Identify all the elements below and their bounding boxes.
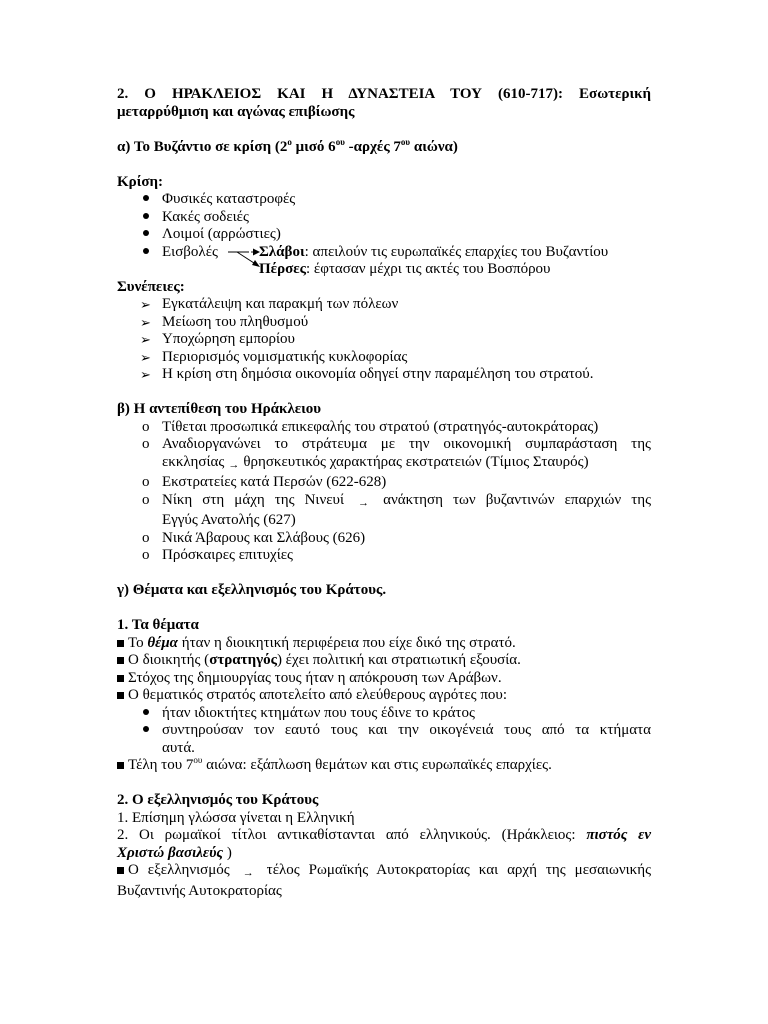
- arrowhead-bullet-icon: ➢: [140, 332, 151, 347]
- hollow-bullet-icon: o: [142, 529, 150, 546]
- list-item: o Νικά Άβαρους και Σλάβους (626): [142, 529, 366, 546]
- right-arrow-icon: →: [358, 496, 370, 509]
- hellenization-title: 2. Ο εξελληνισμός του Κράτους: [117, 792, 319, 808]
- square-bullet-icon: [117, 692, 124, 699]
- document-page: [117, 86, 651, 900]
- chapter-heading-line2: μεταρρύθμιση και αγώνας επιβίωσης: [117, 103, 355, 120]
- list-item: Ο διοικητής (στρατηγός) έχει πολιτική και στρατιωτική εξουσία.: [117, 652, 651, 670]
- list-item: Κακές σοδειές: [117, 209, 651, 227]
- hellenization-point-2-line1: 2. Οι ρωμαϊκοί τίτλοι αντικαθίστανται από ελληνικούς. (Ηράκλειος: πιστός εν: [117, 827, 651, 843]
- section-c-title: γ) Θέματα και εξελληνισμός του Κράτους.: [117, 582, 387, 598]
- hollow-bullet-icon: o: [142, 491, 150, 508]
- list-item: Στόχος της δημιουργίας τους ήταν η απόκρουση των Αράβων.: [117, 670, 651, 688]
- crisis-label: Κρίση:: [117, 173, 164, 190]
- list-item: ➢ Περιορισμός νομισματικής κυκλοφορίας: [140, 348, 408, 365]
- hollow-bullet-icon: o: [142, 474, 150, 490]
- arrowhead-bullet-icon: ➢: [140, 297, 151, 312]
- right-arrow-icon: →: [242, 867, 254, 879]
- list-item: ήταν ιδιοκτήτες κτημάτων που τους έδινε το κράτος: [117, 705, 651, 723]
- bullet-dot-icon: [143, 726, 149, 732]
- list-item: ➢ Η κρίση στη δημόσια οικονομία οδηγεί στην παραμέληση του στρατού.: [140, 366, 594, 382]
- square-bullet-icon: [117, 867, 124, 874]
- list-item: συντηρούσαν τον εαυτό τους και την οικογένειά τους από τα κτήματα αυτά.: [117, 722, 651, 757]
- list-item: o Αναδιοργανώνει το στράτευμα με την οικονομική συμπαράσταση της εκκλησίας → θρησκευτικός χαρακτήρας εκστρατειών (Τίμιος Σταυρός): [117, 436, 651, 474]
- list-item: Τέλη του $7^{o\upsilon}$ αιώνα: εξάπλωση θεμάτων και στις ευρωπαϊκές επαρχίες.: [117, 757, 651, 775]
- square-bullet-icon: [117, 675, 124, 682]
- hellenization-point-3: Ο εξελληνισμός → τέλος Ρωμαϊκής Αυτοκρατορίας και αρχή της μεσαιωνικής: [117, 862, 651, 883]
- list-item: Φυσικές καταστροφές: [117, 191, 651, 209]
- list-item: ➢ Υποχώρηση εμπορίου: [140, 331, 295, 347]
- hollow-bullet-icon: o: [142, 547, 150, 563]
- bullet-dot-icon: [143, 230, 149, 236]
- hollow-bullet-icon: o: [142, 436, 150, 452]
- square-bullet-icon: [117, 657, 124, 664]
- section-b-title: β) Η αντεπίθεση του Ηράκλειου: [117, 401, 322, 417]
- consequences-label: Συνέπειες:: [117, 278, 185, 295]
- right-arrow-icon: →: [228, 458, 240, 471]
- list-item: ➢ Μείωση του πληθυσμού: [140, 313, 309, 330]
- bullet-dot-icon: [143, 248, 149, 254]
- split-arrow-icon: [227, 246, 261, 272]
- hellenization-point-1: 1. Επίσημη γλώσσα γίνεται η Ελληνική: [117, 809, 355, 826]
- hollow-bullet-icon: o: [142, 418, 150, 435]
- list-item: o Εκστρατείες κατά Περσών (622-628): [142, 474, 387, 490]
- themes-title: 1. Τα θέματα: [117, 617, 199, 633]
- list-item: o Πρόσκαιρες επιτυχίες: [142, 547, 293, 563]
- list-item: o Νίκη στη μάχη της Νινευί → ανάκτηση των βυζαντινών επαρχιών της Εγγύς Ανατολής (627): [142, 491, 652, 528]
- invasions-item: Εισβολές Σλάβοι: απειλούν τις ευρωπαϊκές επαρχίες του Βυζαντίου Πέρσες: έφτασαν μέχρι τις ακτές του Βοσπόρου: [117, 244, 651, 279]
- bullet-dot-icon: [143, 195, 149, 201]
- section-a-title: α) Το Βυζάντιο σε κρίση ($2^o$ μισό $6^{o\upsilon}$ -αρχές $7^{o\upsilon}$ αιώνα): [117, 136, 458, 155]
- list-item: Το θέμα ήταν η διοικητική περιφέρεια που είχε δικό της στρατό.: [117, 635, 651, 653]
- square-bullet-icon: [117, 762, 124, 769]
- hellenization-point-2-line2: Χριστώ βασιλεύς ): [117, 844, 232, 861]
- arrowhead-bullet-icon: ➢: [140, 349, 151, 365]
- bullet-dot-icon: [143, 709, 149, 715]
- chapter-heading-line1: 2. Ο ΗΡΑΚΛΕΙΟΣ ΚΑΙ Η ΔΥΝΑΣΤΕΙΑ ΤΟΥ (610-717): Εσωτερική: [117, 86, 652, 102]
- arrowhead-bullet-icon: ➢: [140, 314, 151, 330]
- list-item: Λοιμοί (αρρώστιες): [117, 226, 651, 244]
- bullet-dot-icon: [143, 213, 149, 219]
- list-item: ➢ Εγκατάλειψη και παρακμή των πόλεων: [140, 296, 399, 312]
- arrowhead-bullet-icon: ➢: [140, 367, 151, 382]
- list-item: o Τίθεται προσωπικά επικεφαλής του στρατού (στρατηγός-αυτοκράτορας): [142, 418, 599, 435]
- hellenization-point-3-line2: Βυζαντινής Αυτοκρατορίας: [117, 882, 282, 899]
- square-bullet-icon: [117, 640, 124, 647]
- list-item: Ο θεματικός στρατός αποτελείτο από ελεύθερους αγρότες που:: [117, 687, 651, 705]
